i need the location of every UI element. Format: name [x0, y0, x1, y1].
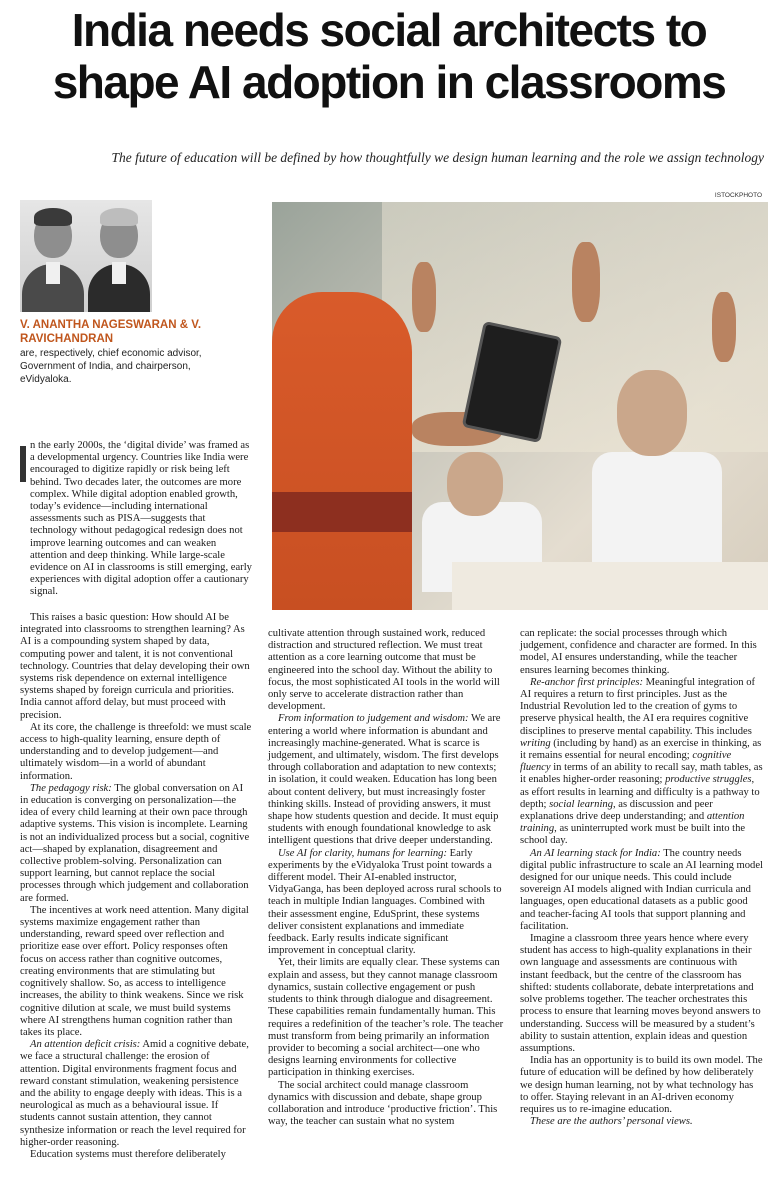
- headline: India needs social architects to shape AI adoption in classrooms: [52, 4, 726, 108]
- emphasis: writing: [520, 737, 551, 749]
- emphasis: social learning: [549, 798, 613, 810]
- author-portraits: [20, 200, 152, 312]
- subhead: From information to judgement and wisdom:: [278, 713, 469, 725]
- emphasis: cognitive fluency: [520, 750, 732, 774]
- author-bio: are, respectively, chief economic advisor, Government of India, and chairperson, eVidyaloka.: [20, 348, 202, 385]
- column-3: [520, 628, 764, 1128]
- subhead: Re-anchor first principles:: [530, 676, 643, 688]
- paragraph-text: , as uninterrupted work must be built into the school day.: [520, 823, 746, 847]
- paragraph: Early experiments by the eVidyaloka Trust point towards a different model. Their AI-enabled instructor, VidyaGanga, has been deployed across rural schools to teach in multiple Indian languages. Combined with their assessment engine, EduSprint, these systems deliver consistent explanations and immediate feedback. Early results indicate significant improvement in conceptual clarity.: [268, 847, 502, 957]
- article-body: [20, 440, 764, 1196]
- standfirst: The future of education will be defined by how thoughtfully we design human learning and the role we assign technology: [111, 150, 764, 165]
- photo-credit: ISTOCKPHOTO: [714, 192, 762, 199]
- author-photo-ravichandran: [86, 200, 152, 312]
- paragraph: Education systems must therefore deliberately: [30, 1148, 226, 1160]
- emphasis: productive struggles: [665, 774, 752, 786]
- paragraph: The social architect could manage classroom dynamics with discussion and debate, shape group collaboration and introduce ‘productive friction’. This way, the teacher can sustain what no system: [268, 1079, 498, 1128]
- paragraph: Imagine a classroom three years hence where every student has access to high-quality explanations in their own language and assessments are continuous with instant feedback, but the centre of the classroom has shifted: students collaborate, debate interpretations and solve problems together. The teacher orchestrates this process to ensure that learning moves beyond answers to understanding. Success will be measured by a student’s ability to sustain attention, explain ideas and question assumptions.: [520, 933, 761, 1054]
- author-photo-nageswaran: [20, 200, 86, 312]
- paragraph-text: Meaningful integration of AI requires a return to first principles. Just as the Industrial Revolution led to the creation of gyms to preserve physical health, the AI era requires cognitive disciplines to preserve mental capability. This includes: [520, 676, 756, 737]
- paragraph: cultivate attention through sustained work, reduced distraction and structured reflection. We must treat attention as a core learning outcome that must be engineered into the school day. Without the ability to focus, the most sophisticated AI tools in the world will only serve to accelerate distraction rather than development.: [268, 628, 500, 713]
- paragraph: The incentives at work need attention. Many digital systems maximize engagement rather than understanding, reward speed over reflection and prioritize ease over effort. Policy responses often focus on access rather than cognitive outcomes, creating environments that are stimulating but cognitively shallow. So, as access to intelligence increases, the ability to think weakens. Since we risk cognitive dilution at scale, we must build systems where AI strengthens human cognition rather than takes its place.: [20, 904, 249, 1038]
- subhead: An attention deficit crisis:: [30, 1039, 141, 1051]
- paragraph-text: , as effort results in learning and difficulty is a pathway to depth;: [520, 774, 760, 810]
- paragraph: can replicate: the social processes through which judgement, confidence and character are formed. In this model, AI ensures understanding, while the teacher ensures learning becomes thinking.: [520, 628, 757, 676]
- paragraph-text: in terms of an ability to recall say, math tables, as it enables higher-order reasoning;: [520, 762, 763, 786]
- paragraph: Amid a cognitive debate, we face a structural challenge: the erosion of attention. Digital environments fragment focus and reward constant stimulation, weakening persistence and the ability to engage deeply with ideas. This is a neurological as much as a behavioural issue. If students cannot sustain attention, they cannot synthesize information or reach the level required for higher-order reasoning.: [20, 1039, 249, 1148]
- author-names: V. ANANTHA NAGESWARAN & V. RAVICHANDRAN: [20, 319, 202, 345]
- paragraph-text: , as discussion and peer explanations drive deep understanding; and: [520, 798, 713, 823]
- subhead: An AI learning stack for India:: [530, 847, 661, 859]
- paragraph: This raises a basic question: How should AI be integrated into classrooms to strengthen learning? As AI is a compounding system shaped by data, computing power and talent, it is not conventional technology. Countries that delay developing their own systems risk dependence on external intelligence systems shaped by foreign curricula and priorities. India cannot afford delay, but must proceed with precision.: [20, 612, 250, 721]
- paragraph-text: (including by hand) as an exercise in thinking, as it remains essential for neural encoding;: [520, 737, 762, 762]
- column-1: [20, 612, 252, 1161]
- paragraph: At its core, the challenge is threefold: we must scale access to high-quality learning, ensure depth of understanding and to develop judgement—and ultimately wisdom—in a world of abundant information.: [20, 721, 252, 782]
- paragraph: The global conversation on AI in education is converging on personalization—the idea of every child learning at their own pace through adaptive systems. This vision is incomplete. Learning is not an individualized process but a social, cognitive act—shaped by explanation, disagreement and collective problem-solving. Personalization can support learning, but cannot replace the social processes through which judgement and collaboration are formed.: [20, 782, 250, 904]
- subhead: The pedagogy risk:: [30, 782, 112, 794]
- subhead: Use AI for clarity, humans for learning:: [278, 847, 448, 859]
- paragraph: n the early 2000s, the ‘digital divide’ was framed as a developmental urgency. Countries like India were encouraged to digitize rapidly or risk being left behind. Two decades later, the outcomes are more complex. While digital adoption enabled growth, today’s evidence—including international assessments such as PISA—suggests that technology without pedagogical redesign does not improve learning outcomes and can weaken attention and deep thinking. While large-scale evidence on AI in classrooms is still emerging, early experiences with digital adoption offer a cautionary signal.: [30, 440, 252, 598]
- dropcap: [20, 446, 26, 482]
- emphasis: attention training: [520, 811, 745, 835]
- paragraph: India has an opportunity is to build its own model. The future of education will be defined by how deliberately we design human learning, not by what technology has to offer. Staying relevant in an AI-driven economy requires us to re-imagine education.: [520, 1055, 763, 1115]
- paragraph: The country needs digital public infrastructure to scale an AI learning model designed for our unique needs. This could include sovereign AI models aligned with Indian curricula and languages, open educational datasets as a public good and teacher-facing AI tools that support planning and facilitation.: [520, 847, 763, 932]
- disclaimer: These are the authors’ personal views.: [530, 1116, 693, 1128]
- paragraph: Yet, their limits are equally clear. These systems can explain and assess, but they cannot manage classroom dynamics, sustain collective engagement or push students to think through dialogue and disagreement. These capabilities remain fundamentally human. This requires a redefinition of the teacher’s role. The teacher must transform from being primarily an information provider to becoming a social architect—one who designs learning environments for collective participation in thinking exercises.: [268, 957, 504, 1079]
- column-2: [268, 628, 504, 1128]
- paragraph: We are entering a world where information is abundant and increasingly machine-generated. What is scarce is judgement, and ultimately, wisdom. The first develops through collaboration and adaptation to new contexts; in isolation, it could weaken. Education has long been about content delivery, but must increasingly foster thinking skills. Instead of providing answers, it must shape how students question and decide. It must equip students with enough foundational knowledge to ask intelligent questions that drive deeper understanding.: [268, 713, 501, 847]
